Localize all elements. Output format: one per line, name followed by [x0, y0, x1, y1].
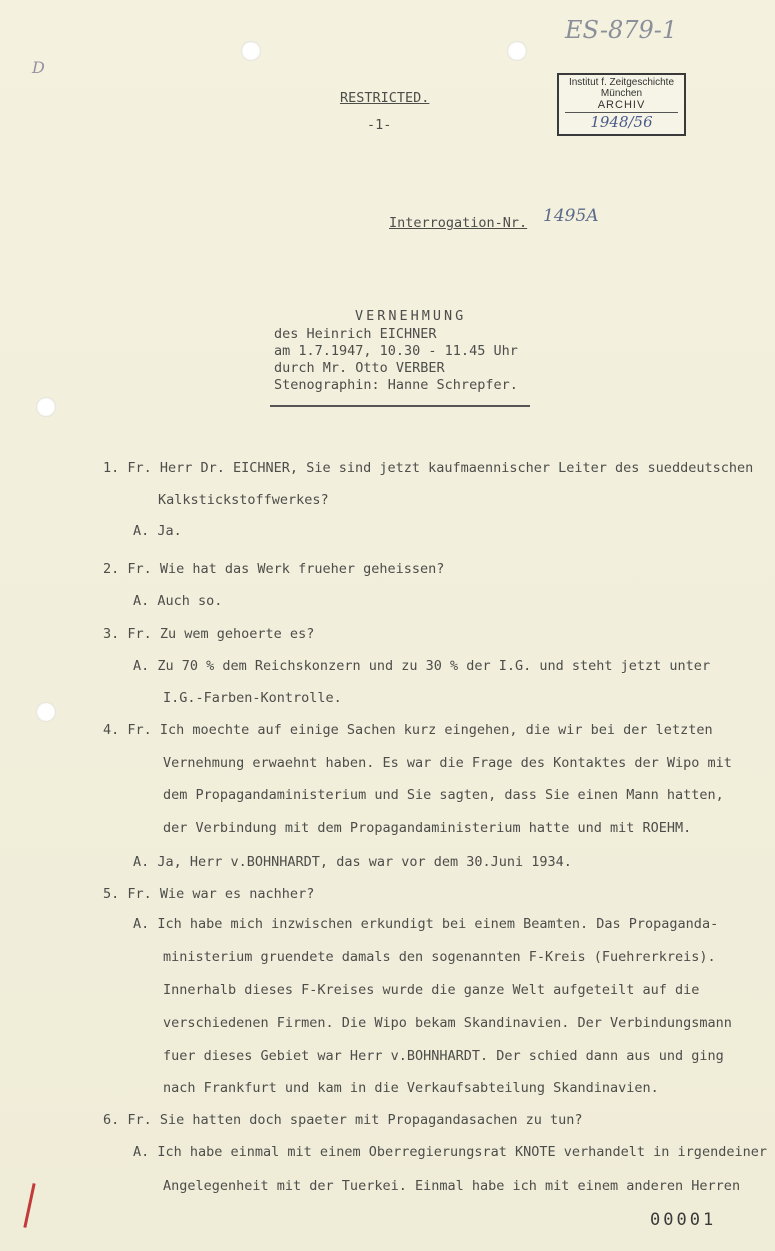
transcript-line: dem Propagandaministerium und Sie sagten, dass Sie einen Mann hatten,: [163, 787, 724, 803]
transcript-line: 5. Fr. Wie war es nachher?: [103, 886, 315, 902]
title-stenographer: Stenographin: Hanne Schrepfer.: [274, 377, 518, 393]
punch-hole: [241, 41, 261, 61]
title-subject: des Heinrich EICHNER: [274, 326, 437, 342]
punch-hole: [507, 41, 527, 61]
transcript-line: fuer dieses Gebiet war Herr v.BOHNHARDT. Der schied dann aus und ging: [163, 1048, 724, 1064]
transcript-line: Innerhalb dieses F-Kreises wurde die ganze Welt aufgeteilt auf die: [163, 982, 700, 998]
title-vernehmung: VERNEHMUNG: [355, 308, 467, 324]
red-pencil-mark: [23, 1183, 35, 1228]
transcript-line: 6. Fr. Sie hatten doch spaeter mit Propagandasachen zu tun?: [103, 1112, 583, 1128]
transcript-line: ministerium gruendete damals den sogenannten F-Kreis (Fuehrerkreis).: [163, 949, 716, 965]
punch-hole: [36, 702, 56, 722]
stamp-archive: ARCHIV: [597, 99, 646, 111]
transcript-line: Kalkstickstoffwerkes?: [158, 492, 329, 508]
transcript-line: verschiedenen Firmen. Die Wipo bekam Skandinavien. Der Verbindungsmann: [163, 1015, 732, 1031]
transcript-line: A. Zu 70 % dem Reichskonzern und zu 30 % der I.G. und steht jetzt unter: [133, 658, 711, 674]
punch-hole: [36, 397, 56, 417]
classification-label: RESTRICTED.: [340, 90, 430, 106]
page-marker: -1-: [367, 117, 392, 133]
title-date: am 1.7.1947, 10.30 - 11.45 Uhr: [274, 343, 518, 359]
stamp-city: München: [600, 88, 643, 99]
transcript-line: A. Auch so.: [133, 593, 223, 609]
transcript-line: der Verbindung mit dem Propagandaministerium hatte und mit ROEHM.: [163, 820, 692, 836]
interrogation-label: Interrogation-Nr.: [389, 215, 528, 231]
transcript-line: A. Ich habe mich inzwischen erkundigt bei einem Beamten. Das Propaganda-: [133, 916, 719, 932]
title-rule: [270, 405, 530, 407]
transcript-line: 3. Fr. Zu wem gehoerte es?: [103, 626, 315, 642]
transcript-line: Angelegenheit mit der Tuerkei. Einmal habe ich mit einem anderen Herren: [163, 1178, 741, 1194]
transcript-line: I.G.-Farben-Kontrolle.: [163, 690, 342, 706]
transcript-line: A. Ja, Herr v.BOHNHARDT, das war vor dem 30.Juni 1934.: [133, 854, 572, 870]
interrogation-number: 1495A: [543, 206, 599, 226]
stamp-institute: Institut f. Zeitgeschichte: [568, 77, 675, 88]
corner-mark: D: [32, 58, 45, 77]
page-number: 00001: [650, 1210, 717, 1230]
transcript-line: A. Ich habe einmal mit einem Oberregierungsrat KNOTE verhandelt in irgendeiner: [133, 1144, 767, 1160]
transcript-line: nach Frankfurt und kam in die Verkaufsabteilung Skandinavien.: [163, 1080, 659, 1096]
transcript-line: A. Ja.: [133, 523, 182, 539]
stamp-number: 1948/56: [565, 112, 678, 131]
title-interrogator: durch Mr. Otto VERBER: [274, 360, 445, 376]
transcript-line: Vernehmung erwaehnt haben. Es war die Frage des Kontaktes der Wipo mit: [163, 755, 732, 771]
archive-reference: ES-879-1: [565, 16, 678, 44]
archive-stamp: [557, 73, 686, 136]
transcript-line: 1. Fr. Herr Dr. EICHNER, Sie sind jetzt kaufmaennischer Leiter des sueddeutschen: [103, 460, 754, 476]
transcript-line: 2. Fr. Wie hat das Werk frueher geheissen?: [103, 561, 445, 577]
transcript-line: 4. Fr. Ich moechte auf einige Sachen kurz eingehen, die wir bei der letzten: [103, 722, 713, 738]
